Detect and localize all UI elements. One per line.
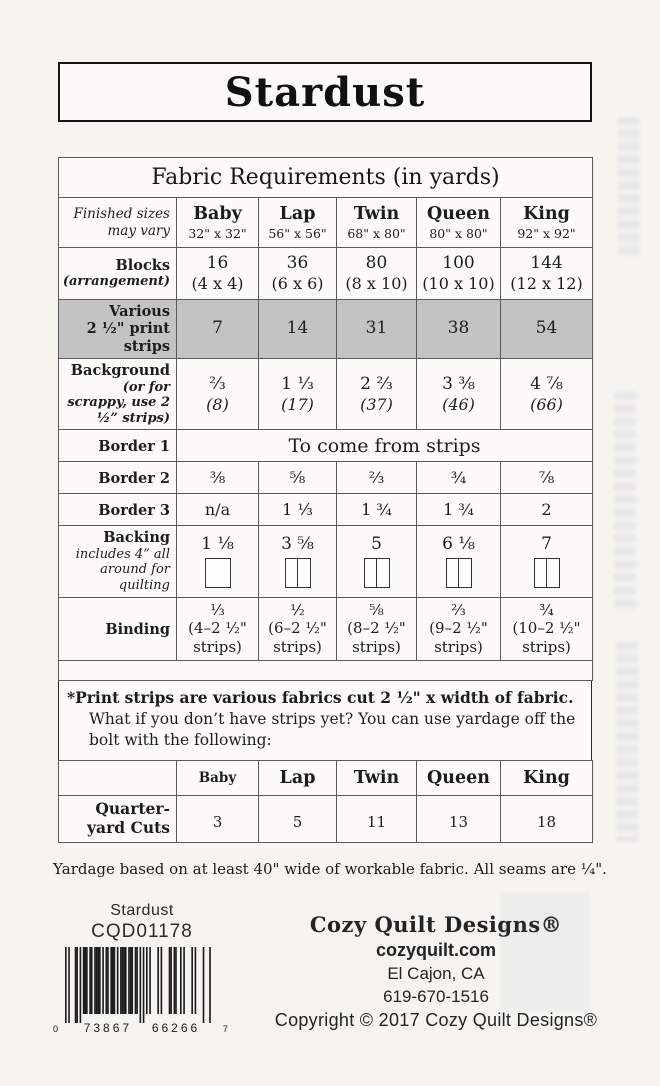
value-cell: 7 xyxy=(177,300,259,359)
pattern-name-label: Stardust xyxy=(110,901,174,919)
value-cell: ⅔ xyxy=(337,462,417,494)
col-header-king: King 92" x 92" xyxy=(501,198,593,248)
value-cell: 38 xyxy=(417,300,501,359)
background-label: Background (or for scrappy, use 2 ½” strips) xyxy=(59,359,177,430)
copyright-line: Copyright © 2017 Cozy Quilt Designs® xyxy=(274,1009,598,1030)
pattern-sku: CQD01178 xyxy=(91,920,193,942)
value-cell: ⅓ (4–2 ½" strips) xyxy=(177,597,259,660)
border2-row xyxy=(59,462,593,494)
value-cell: 36 (6 x 6) xyxy=(259,248,337,300)
border2-label: Border 2 xyxy=(59,462,177,494)
table-title-row xyxy=(59,158,593,198)
note-bold-text: *Print strips are various fabrics cut 2 ½" x width of fabric. xyxy=(67,687,574,707)
value-cell: 4 ⅞ (66) xyxy=(501,359,593,430)
cuts-col-twin: Twin xyxy=(337,760,417,795)
value-cell: 16 (4 x 4) xyxy=(177,248,259,300)
cuts-value-row xyxy=(59,795,593,842)
phone-number: 619-670-1516 xyxy=(383,986,489,1006)
backing-panel-diagram xyxy=(285,558,311,588)
value-cell: 1 ¾ xyxy=(337,494,417,526)
value-cell: 54 xyxy=(501,300,593,359)
print-strips-label: Various 2 ½" print strips xyxy=(59,300,177,359)
fabric-requirements-table xyxy=(58,157,593,681)
value-cell: n/a xyxy=(177,494,259,526)
website: cozyquilt.com xyxy=(375,939,496,960)
value-cell: 1 ⅛ xyxy=(177,526,259,597)
bleedthrough-strip xyxy=(618,117,640,257)
value-cell: 5 xyxy=(337,526,417,597)
border3-label: Border 3 xyxy=(59,494,177,526)
footer-section xyxy=(44,902,632,1042)
empty-spacer-row xyxy=(59,660,593,680)
value-cell: ⅞ xyxy=(501,462,593,494)
brand-name: Cozy Quilt Designs® xyxy=(309,911,563,937)
svg-text:66266: 66266 xyxy=(151,1020,201,1035)
backing-panel-diagram xyxy=(205,558,231,588)
bleedthrough-strip xyxy=(614,392,636,612)
cuts-col-baby: Baby xyxy=(177,760,259,795)
value-cell: 7 xyxy=(501,526,593,597)
value-cell: 1 ¾ xyxy=(417,494,501,526)
backing-label: Backing includes 4” all around for quilting xyxy=(59,526,177,597)
value-cell: 2 ⅔ (37) xyxy=(337,359,417,430)
value-cell: 6 ⅛ xyxy=(417,526,501,597)
value-cell: 1 ⅓ xyxy=(259,494,337,526)
value-cell: 2 xyxy=(501,494,593,526)
publisher-block xyxy=(240,912,632,1042)
border1-label: Border 1 xyxy=(59,430,177,462)
yardage-footnote: Yardage based on at least 40" wide of workable fabric. All seams are ¼". xyxy=(53,859,607,878)
note-regular-text: What if you don’t have strips yet? You can use yardage off the bolt with the following: xyxy=(89,709,576,749)
value-cell: ¾ xyxy=(417,462,501,494)
binding-label: Binding xyxy=(59,597,177,660)
backing-panel-diagram xyxy=(364,558,390,588)
pattern-title-box xyxy=(58,62,592,122)
backing-panel-diagram xyxy=(446,558,472,588)
blocks-row xyxy=(59,248,593,300)
value-cell: ¾ (10–2 ½" strips) xyxy=(501,597,593,660)
value-cell: ⅜ xyxy=(177,462,259,494)
location: El Cajon, CA xyxy=(387,963,485,983)
value-cell: 31 xyxy=(337,300,417,359)
col-header-lap: Lap 56" x 56" xyxy=(259,198,337,248)
svg-text:7: 7 xyxy=(222,1023,231,1034)
cuts-col-king: King xyxy=(501,760,593,795)
binding-row xyxy=(59,597,593,660)
col-header-queen: Queen 80" x 80" xyxy=(417,198,501,248)
border3-row xyxy=(59,494,593,526)
value-cell: ⅝ xyxy=(259,462,337,494)
value-cell: 13 xyxy=(417,795,501,842)
value-cell: 3 xyxy=(177,795,259,842)
col-header-twin: Twin 68" x 80" xyxy=(337,198,417,248)
value-cell: 3 ⅜ (46) xyxy=(417,359,501,430)
value-cell: 18 xyxy=(501,795,593,842)
value-cell: 3 ⅝ xyxy=(259,526,337,597)
value-cell: 144 (12 x 12) xyxy=(501,248,593,300)
value-cell: 1 ⅓ (17) xyxy=(259,359,337,430)
upc-barcode xyxy=(44,947,240,1042)
bleedthrough-strip xyxy=(616,642,638,842)
value-cell: ⅔ (8) xyxy=(177,359,259,430)
pattern-title: Stardust xyxy=(224,68,426,116)
value-cell: 100 (10 x 10) xyxy=(417,248,501,300)
cuts-col-lap: Lap xyxy=(259,760,337,795)
value-cell: ½ (6–2 ½" strips) xyxy=(259,597,337,660)
quarter-yard-cuts-table xyxy=(58,760,593,843)
col-header-baby: Baby 32" x 32" xyxy=(177,198,259,248)
svg-text:73867: 73867 xyxy=(83,1020,133,1035)
backing-row xyxy=(59,526,593,597)
print-strips-note xyxy=(58,680,592,761)
backing-panel-diagram xyxy=(534,558,560,588)
value-cell: ⅔ (9–2 ½" strips) xyxy=(417,597,501,660)
border1-row xyxy=(59,430,593,462)
svg-text:0: 0 xyxy=(52,1023,62,1034)
cuts-corner-cell xyxy=(59,760,177,795)
cuts-row-label: Quarter-yard Cuts xyxy=(59,795,177,842)
border1-span-value: To come from strips xyxy=(177,430,593,462)
value-cell: 14 xyxy=(259,300,337,359)
value-cell: 5 xyxy=(259,795,337,842)
cuts-col-queen: Queen xyxy=(417,760,501,795)
value-cell: ⅝ (8–2 ½" strips) xyxy=(337,597,417,660)
table-title: Fabric Requirements (in yards) xyxy=(59,158,593,198)
print-strips-row xyxy=(59,300,593,359)
value-cell: 11 xyxy=(337,795,417,842)
size-header-row xyxy=(59,198,593,248)
cuts-header-row xyxy=(59,760,593,795)
blocks-label: Blocks (arrangement) xyxy=(59,248,177,300)
value-cell: 80 (8 x 10) xyxy=(337,248,417,300)
corner-note: Finished sizes may vary xyxy=(59,198,177,248)
product-id-block xyxy=(44,902,240,1042)
background-row xyxy=(59,359,593,430)
